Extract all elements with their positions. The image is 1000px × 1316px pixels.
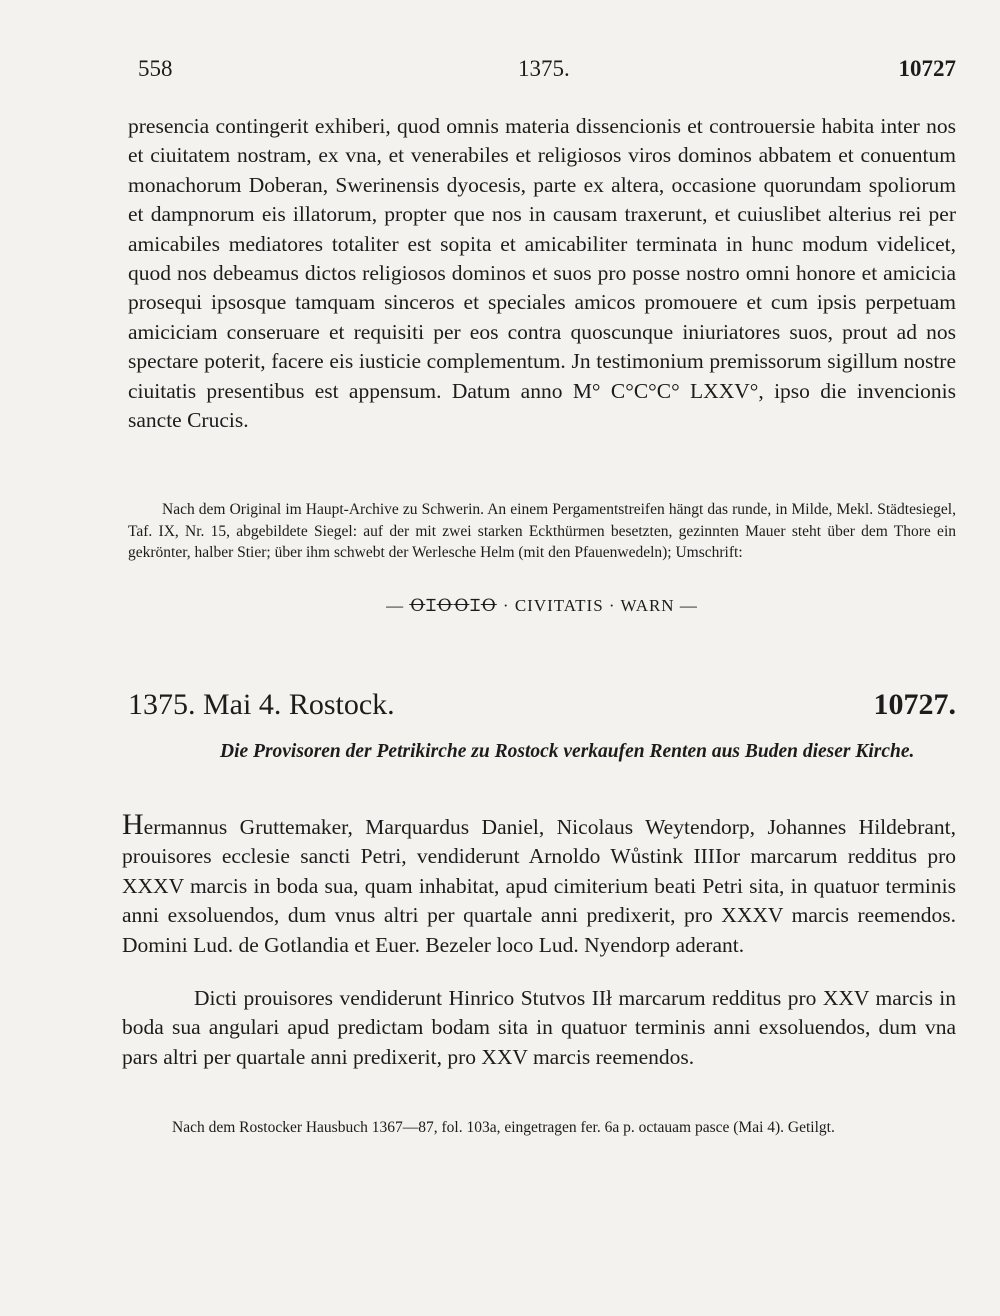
- entry-number: 10727.: [873, 688, 956, 721]
- running-header: [128, 56, 956, 86]
- entry-date-place: 1375. Mai 4. Rostock.: [128, 688, 395, 721]
- initial-letter: H: [122, 808, 144, 841]
- header-document-number: 10727: [898, 56, 956, 81]
- entry-paragraph-1: [122, 810, 956, 960]
- entry-paragraph-1-text: ermannus Gruttemaker, Marquardus Daniel, Nicolaus Weytendorp, Johannes Hildebrant, prouisores ecclesie sancti Petri, vendiderunt Arnoldo Wůstink IIIIor marcarum redditus pro XXXV marcis in boda sua, quam inhabitat, apud cimiterium beati Petri sita, in quatuor terminis anni exsoluendos, dum vnus altri per quartale anni predixerit, pro XXXV marcis reemendos. Domini Lud. de Gotlandia et Euer. Bezeler loco Lud. Nyendorp aderant.: [122, 815, 956, 957]
- header-year: 1375.: [518, 56, 570, 81]
- entry-paragraph-2: Dicti prouisores vendiderunt Hinrico Stutvos IIł marcarum redditus pro XXV marcis in boda sua angulari apud predictam bodam sita in quatuor terminis anni exsoluendos, dum vna pars altri per quartale anni predixerit, pro XXV marcis reemendos.: [122, 986, 956, 1069]
- entry-regest: Die Provisoren der Petrikirche zu Rostock verkaufen Renten aus Buden dieser Kirche.: [220, 741, 915, 762]
- page-number: 558: [138, 56, 173, 81]
- source-note-original: Nach dem Original im Haupt-Archive zu Schwerin. An einem Pergamentstreifen hängt das runde, in Milde, Mekl. Städtesiegel, Taf. IX, Nr. 15, abgebildete Siegel: auf der mit zwei starken Eckthürmen besetzten, gezinnten Mauer steht über dem Thore ein gekrönter, halber Stier; über ihm schwebt der Werlesche Helm (mit den Pfauenwedeln); Umschrift:: [128, 501, 956, 561]
- entry-heading: [128, 688, 956, 728]
- source-note-hausbuch: Nach dem Rostocker Hausbuch 1367—87, fol. 103a, eingetragen fer. 6a p. octauam pasce (Mai 4). Getilgt.: [172, 1119, 835, 1136]
- continuation-text: presencia contingerit exhiberi, quod omnis materia dissencionis et controuersie habita inter nos et ciuitatem nostram, ex vna, et venerabiles et religiosos viros dominos abbatem et conuentum monachorum Doberan, Swerinensis dyocesis, parte ex altera, occasione quorundam spoliorum et dampnorum eis illatorum, propter que nos in causam traxerunt, et cuiuslibet alterius rei per amicabiles mediatores totaliter est sopita et amicabiliter terminata in hunc modum videlicet, quod nos debeamus dictos religiosos dominos et suos pro posse nostro omni honore et amicicia prosequi ipsosque tamquam sinceros et speciales amicos promouere et cum ipsis perpetuam amiciciam conseruare et requisiti per eos contra quoscunque iniuriatores suos, prout ad nos spectare poterit, facere eis iusticie complementum. Jn testimonium premissorum sigillum nostre ciuitatis presentibus est appensum. Datum anno M° C°C°C° LXXV°, ipso die invencionis sancte Crucis.: [128, 114, 956, 433]
- seal-legend: — ꝊꞮꝊꝊꞮꝊ · CIVITATIS · WARN —: [386, 596, 698, 615]
